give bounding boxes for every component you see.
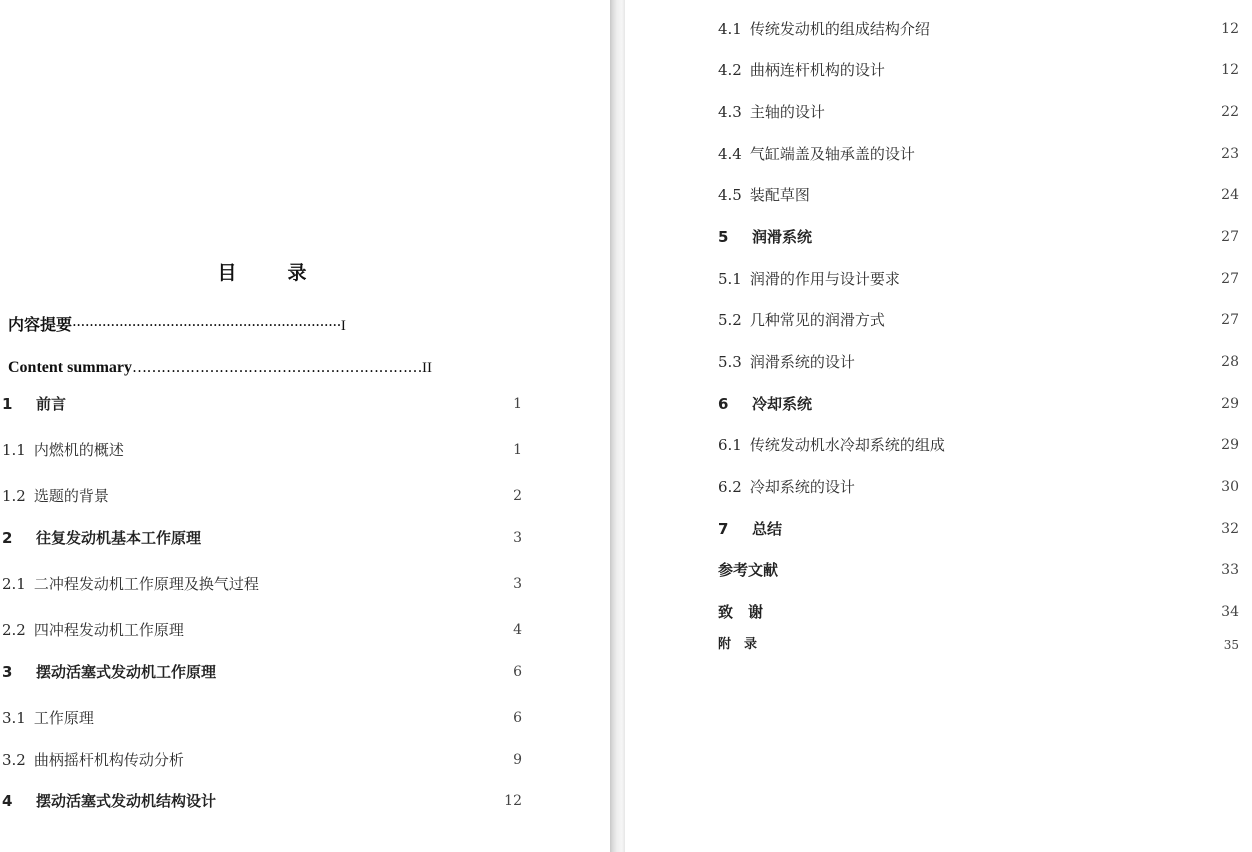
toc-entry[interactable]	[718, 517, 1239, 541]
toc-entry[interactable]	[2, 618, 522, 642]
toc-entry-label: 致 谢	[718, 603, 764, 621]
toc-entry-page: 12	[1221, 21, 1239, 37]
toc-entry-page: 27	[1221, 312, 1239, 328]
toc-entry-summary-cn[interactable]	[8, 312, 346, 338]
toc-entry-page: 30	[1221, 479, 1239, 495]
toc-entry-label: 总结	[752, 520, 783, 538]
toc-entry-page: 2	[513, 488, 522, 504]
toc-entry-label: 选题的背景	[33, 487, 109, 505]
toc-section-number: 2.2	[2, 621, 26, 639]
toc-entry-label: 传统发动机水冷却系统的组成	[749, 436, 945, 454]
toc-dot-leader: ·······························································	[72, 316, 341, 334]
toc-entry-label: 附 录	[718, 637, 758, 652]
toc-entry-page: 27	[1221, 271, 1239, 287]
toc-entry-references[interactable]	[718, 558, 1239, 582]
toc-section-number: 4.1	[718, 20, 742, 38]
page-divider	[610, 0, 625, 852]
toc-section-number: 2.1	[2, 575, 26, 593]
toc-entry-page: 28	[1221, 354, 1239, 370]
toc-entry-label: 往复发动机基本工作原理	[36, 529, 202, 547]
toc-entry[interactable]	[718, 142, 1239, 166]
toc-entry[interactable]	[718, 267, 1239, 291]
toc-entry-label: 内燃机的概述	[33, 441, 124, 459]
toc-section-number: 6	[718, 395, 729, 413]
toc-section-number: 7	[718, 520, 729, 538]
toc-entry[interactable]	[2, 438, 522, 462]
toc-entry-page: 23	[1221, 146, 1239, 162]
toc-entry[interactable]	[718, 433, 1239, 457]
toc-section-number: 4.3	[718, 103, 742, 121]
toc-entry[interactable]	[718, 350, 1239, 374]
toc-entry-label: 润滑系统	[752, 228, 813, 246]
toc-entry-page: 3	[513, 530, 522, 546]
toc-entry-page: 32	[1221, 521, 1239, 537]
toc-entry-page: 12	[504, 793, 522, 809]
toc-entry-appendix[interactable]	[718, 633, 1239, 657]
toc-section-number: 5.2	[718, 311, 742, 329]
toc-entry-label: 内容提要	[8, 315, 73, 334]
toc-section-number: 2	[2, 529, 13, 547]
toc-section-number: 1.1	[2, 441, 26, 459]
toc-entry[interactable]	[718, 308, 1239, 332]
toc-section-number: 1	[2, 395, 13, 413]
toc-entry-page: 27	[1221, 229, 1239, 245]
toc-entry-label: 二冲程发动机工作原理及换气过程	[33, 575, 259, 593]
toc-section-number: 5	[718, 228, 729, 246]
toc-entry-page: I	[340, 318, 346, 334]
toc-entry-page: 35	[1223, 638, 1239, 652]
toc-entry-page: 33	[1221, 562, 1239, 578]
toc-entry-label: 曲柄摇杆机构传动分析	[33, 751, 184, 769]
toc-entry-label: 传统发动机的组成结构介绍	[749, 20, 930, 38]
toc-section-number: 3.1	[2, 709, 26, 727]
toc-entry[interactable]	[2, 789, 522, 813]
toc-entry-label: 四冲程发动机工作原理	[33, 621, 184, 639]
toc-entry[interactable]	[718, 475, 1239, 499]
toc-entry-page: 12	[1221, 62, 1239, 78]
toc-entry-page: 6	[513, 710, 522, 726]
toc-section-number: 1.2	[2, 487, 26, 505]
toc-dot-leader: ……………………………………………………	[132, 358, 422, 376]
toc-entry-page: 29	[1221, 396, 1239, 412]
toc-section-number: 3.2	[2, 751, 26, 769]
toc-entry-page: 4	[513, 622, 522, 638]
toc-entry[interactable]	[718, 392, 1239, 416]
toc-entry-page: 9	[513, 752, 522, 768]
toc-entry-label: 摆动活塞式发动机工作原理	[36, 663, 217, 681]
toc-section-number: 4.2	[718, 61, 742, 79]
toc-section-number: 6.1	[718, 436, 742, 454]
toc-entry-label: 装配草图	[749, 186, 810, 204]
toc-entry-label: 冷却系统的设计	[749, 478, 855, 496]
toc-entry-page: 1	[513, 396, 522, 412]
toc-entry-page: II	[422, 360, 432, 376]
toc-entry[interactable]	[718, 58, 1239, 82]
toc-section-number: 4	[2, 792, 13, 810]
toc-entry-label: 摆动活塞式发动机结构设计	[36, 792, 217, 810]
toc-entry-label: Content summary	[8, 359, 132, 376]
document-page-right	[625, 0, 1252, 852]
toc-entry-label: 润滑系统的设计	[749, 353, 855, 371]
toc-section-number: 4.4	[718, 145, 742, 163]
toc-entry-label: 工作原理	[33, 709, 94, 727]
toc-entry[interactable]	[2, 706, 522, 730]
toc-entry-label: 前言	[36, 395, 67, 413]
toc-entry[interactable]	[2, 526, 522, 550]
toc-entry-label: 气缸端盖及轴承盖的设计	[749, 145, 915, 163]
toc-entry-page: 3	[513, 576, 522, 592]
toc-entry-label: 冷却系统	[752, 395, 813, 413]
toc-entry-label: 润滑的作用与设计要求	[749, 270, 900, 288]
toc-entry-label: 曲柄连杆机构的设计	[749, 61, 885, 79]
toc-entry-label: 主轴的设计	[749, 103, 825, 121]
toc-section-number: 4.5	[718, 186, 742, 204]
toc-entry-page: 24	[1221, 187, 1239, 203]
toc-entry[interactable]	[718, 183, 1239, 207]
toc-entry[interactable]	[718, 17, 1239, 41]
toc-entry-page: 34	[1221, 604, 1239, 620]
toc-entry-label: 参考文献	[718, 561, 779, 579]
toc-entry[interactable]	[2, 660, 522, 684]
toc-entry[interactable]	[2, 572, 522, 596]
toc-section-number: 5.3	[718, 353, 742, 371]
toc-entry-page: 6	[513, 664, 522, 680]
toc-entry-summary-en[interactable]	[8, 354, 432, 380]
toc-entry[interactable]	[718, 100, 1239, 124]
toc-section-number: 5.1	[718, 270, 742, 288]
toc-entry[interactable]	[718, 225, 1239, 249]
toc-entry-label: 几种常见的润滑方式	[749, 311, 885, 329]
toc-entry-page: 1	[513, 442, 522, 458]
toc-section-number: 3	[2, 663, 13, 681]
toc-entry-page: 22	[1221, 104, 1239, 120]
toc-entry[interactable]	[2, 392, 522, 416]
toc-entry[interactable]	[2, 484, 522, 508]
toc-section-number: 6.2	[718, 478, 742, 496]
toc-entry-acknowledgements[interactable]	[718, 600, 1239, 624]
toc-title: 目 录	[217, 262, 323, 284]
toc-entry[interactable]	[2, 748, 522, 772]
toc-entry-page: 29	[1221, 437, 1239, 453]
document-page-left	[0, 0, 610, 852]
